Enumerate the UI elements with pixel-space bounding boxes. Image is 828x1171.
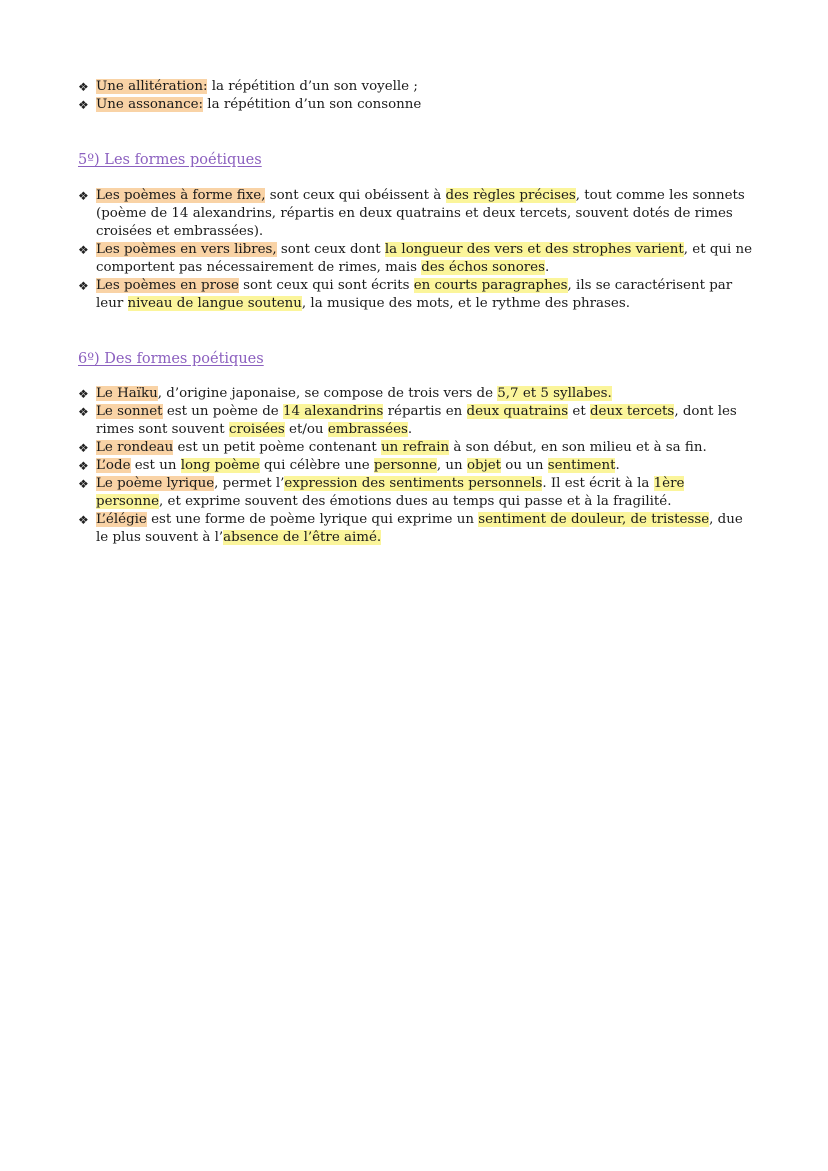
body-text: est un poème de xyxy=(162,404,283,419)
diamond-bullet-icon: ❖ xyxy=(78,513,89,527)
highlighted-keyword: absence de l’être aimé. xyxy=(223,530,382,545)
highlighted-term: Le poème lyrique xyxy=(96,476,215,491)
highlighted-term: L’ode xyxy=(96,458,131,473)
diamond-bullet-icon: ❖ xyxy=(78,405,89,419)
section5-list xyxy=(78,187,754,313)
list-item xyxy=(78,241,754,277)
diamond-bullet-icon: ❖ xyxy=(78,459,89,473)
diamond-bullet-icon: ❖ xyxy=(78,80,89,94)
list-item xyxy=(78,439,754,457)
highlighted-keyword: personne xyxy=(373,458,437,473)
highlighted-keyword: expression des sentiments personnels xyxy=(284,476,543,491)
highlighted-term: Les poèmes à forme fixe, xyxy=(96,188,266,203)
highlighted-keyword: un refrain xyxy=(381,440,450,455)
body-text: et xyxy=(568,404,590,419)
intro-list xyxy=(78,78,754,114)
highlighted-keyword: long poème xyxy=(180,458,260,473)
highlighted-keyword: sentiment de douleur, de tristesse xyxy=(478,512,710,527)
diamond-bullet-icon: ❖ xyxy=(78,243,89,257)
body-text: et/ou xyxy=(284,422,328,437)
body-text: la répétition d’un son voyelle ; xyxy=(207,79,418,94)
body-text: sont ceux qui sont écrits xyxy=(238,278,414,293)
diamond-bullet-icon: ❖ xyxy=(78,189,89,203)
diamond-bullet-icon: ❖ xyxy=(78,441,89,455)
body-text: est un petit poème contenant xyxy=(173,440,382,455)
highlighted-keyword: 5,7 et 5 syllabes. xyxy=(497,386,612,401)
highlighted-keyword: des échos sonores xyxy=(421,260,545,275)
highlighted-keyword: croisées xyxy=(228,422,285,437)
body-text: à son début, en son milieu et à sa fin. xyxy=(449,440,707,455)
body-text: , un xyxy=(436,458,467,473)
highlighted-keyword: deux quatrains xyxy=(466,404,569,419)
highlighted-term: Le sonnet xyxy=(96,404,163,419)
body-text: sont ceux dont xyxy=(276,242,385,257)
highlighted-term: L’élégie xyxy=(96,512,147,527)
list-item xyxy=(78,277,754,313)
highlighted-keyword: la longueur des vers et des strophes varient xyxy=(384,242,684,257)
list-item xyxy=(78,78,754,96)
body-text: , ils se caractérisent par leur xyxy=(96,278,733,311)
body-text: la répétition d’un son consonne xyxy=(203,97,422,112)
body-text: est un xyxy=(130,458,181,473)
body-text: répartis en xyxy=(383,404,467,419)
highlighted-term: Le Haïku xyxy=(96,386,158,401)
body-text: , due le plus souvent à l’ xyxy=(96,512,743,545)
highlighted-term: Une allitération: xyxy=(96,79,208,94)
body-text: , d’origine japonaise, se compose de trois vers de xyxy=(157,386,498,401)
highlighted-keyword: deux tercets xyxy=(589,404,675,419)
list-item xyxy=(78,385,754,403)
diamond-bullet-icon: ❖ xyxy=(78,279,89,293)
highlighted-keyword: des règles précises xyxy=(445,188,576,203)
body-text: . Il est écrit à la xyxy=(542,476,654,491)
body-text: . xyxy=(615,458,620,473)
body-text: . xyxy=(544,260,550,275)
highlighted-keyword: embrassées xyxy=(327,422,408,437)
body-text: , tout comme les sonnets (poème de 14 alexandrins, répartis en deux quatrains et deux tercets, souvent dotés de rimes croisées et embrassées). xyxy=(96,188,745,239)
highlighted-keyword: 1ère personne xyxy=(96,476,685,509)
diamond-bullet-icon: ❖ xyxy=(78,477,89,491)
highlighted-keyword: sentiment xyxy=(547,458,616,473)
list-item xyxy=(78,187,754,241)
body-text: , permet l’ xyxy=(214,476,285,491)
body-text: , et exprime souvent des émotions dues au temps qui passe et à la fragilité. xyxy=(159,494,672,509)
list-item xyxy=(78,475,754,511)
highlighted-keyword: niveau de langue soutenu xyxy=(127,296,302,311)
diamond-bullet-icon: ❖ xyxy=(78,98,89,112)
body-text: sont ceux qui obéissent à xyxy=(265,188,446,203)
body-text: est une forme de poème lyrique qui exprime un xyxy=(146,512,479,527)
body-text: , et qui ne comportent pas nécessairement de rimes, mais xyxy=(96,242,753,275)
highlighted-keyword: en courts paragraphes xyxy=(413,278,568,293)
body-text: ou un xyxy=(501,458,548,473)
highlighted-keyword: 14 alexandrins xyxy=(282,404,384,419)
list-item xyxy=(78,96,754,114)
section-heading-des-formes-poetiques: 6º) Des formes poétiques xyxy=(78,351,264,367)
highlighted-term: Le rondeau xyxy=(96,440,174,455)
highlighted-term: Les poèmes en vers libres, xyxy=(96,242,277,257)
highlighted-keyword: objet xyxy=(466,458,502,473)
body-text: qui célèbre une xyxy=(259,458,374,473)
highlighted-term: Une assonance: xyxy=(96,97,204,112)
diamond-bullet-icon: ❖ xyxy=(78,387,89,401)
section-heading-formes-poetiques: 5º) Les formes poétiques xyxy=(78,152,262,168)
list-item xyxy=(78,457,754,475)
body-text: , dont les rimes sont souvent xyxy=(96,404,737,437)
list-item xyxy=(78,511,754,547)
highlighted-term: Les poèmes en prose xyxy=(96,278,239,293)
section6-list xyxy=(78,385,754,547)
list-item xyxy=(78,403,754,439)
body-text: , la musique des mots, et le rythme des phrases. xyxy=(301,296,630,311)
body-text: . xyxy=(407,422,413,437)
